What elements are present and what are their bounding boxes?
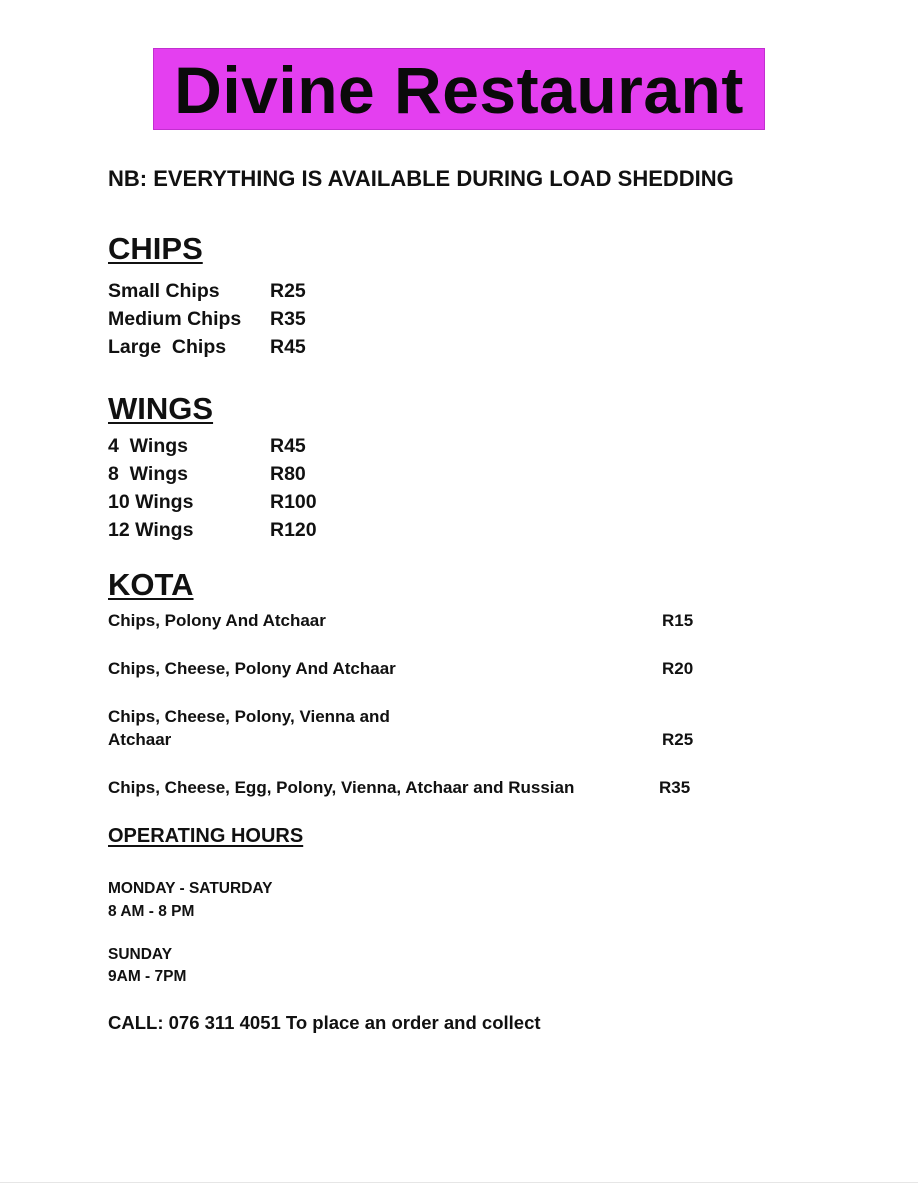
kota-item-price: R35 [659,778,691,797]
chips-item-name: Small Chips [108,280,220,302]
sunday-time: 9AM - 7PM [108,968,187,985]
weekday-time: 8 AM - 8 PM [108,903,195,920]
operating-hours-heading: OPERATING HOURS [108,825,304,847]
kota-item-price: R15 [662,611,694,630]
wings-item-name: 4 Wings [108,435,188,457]
wings-item-price: R45 [270,435,306,457]
chips-item-price: R25 [270,280,306,302]
sunday-label: SUNDAY [108,946,173,963]
chips-item-name: Large Chips [108,336,227,358]
kota-item-name: Chips, Cheese, Polony, Vienna and [108,707,390,726]
weekday-label: MONDAY - SATURDAY [108,880,273,897]
kota-item-name: Chips, Cheese, Polony And Atchaar [108,659,396,678]
wings-item-name: 12 Wings [108,519,194,541]
chips-item-price: R45 [270,336,306,358]
kota-item-price: R20 [662,659,694,678]
kota-item-name: Chips, Cheese, Egg, Polony, Vienna, Atchaar and Russian [108,778,575,797]
restaurant-title: Divine Restaurant [174,53,744,127]
wings-item-price: R100 [270,491,317,513]
load-shedding-notice: NB: EVERYTHING IS AVAILABLE DURING LOAD SHEDDING [108,166,734,191]
kota-heading: KOTA [108,567,194,602]
kota-item-price: R25 [662,730,694,749]
contact-line: CALL: 076 311 4051 To place an order and collect [108,1012,541,1033]
chips-item-price: R35 [270,308,306,330]
wings-item-price: R120 [270,519,317,541]
chips-heading: CHIPS [108,231,203,266]
wings-item-name: 10 Wings [108,491,194,513]
wings-item-price: R80 [270,463,306,485]
kota-item-name: Chips, Polony And Atchaar [108,611,326,630]
wings-item-name: 8 Wings [108,463,188,485]
page-bottom-divider [0,1182,918,1183]
kota-item-name-continued: Atchaar [108,730,172,749]
chips-item-name: Medium Chips [108,308,242,330]
wings-heading: WINGS [108,391,214,426]
